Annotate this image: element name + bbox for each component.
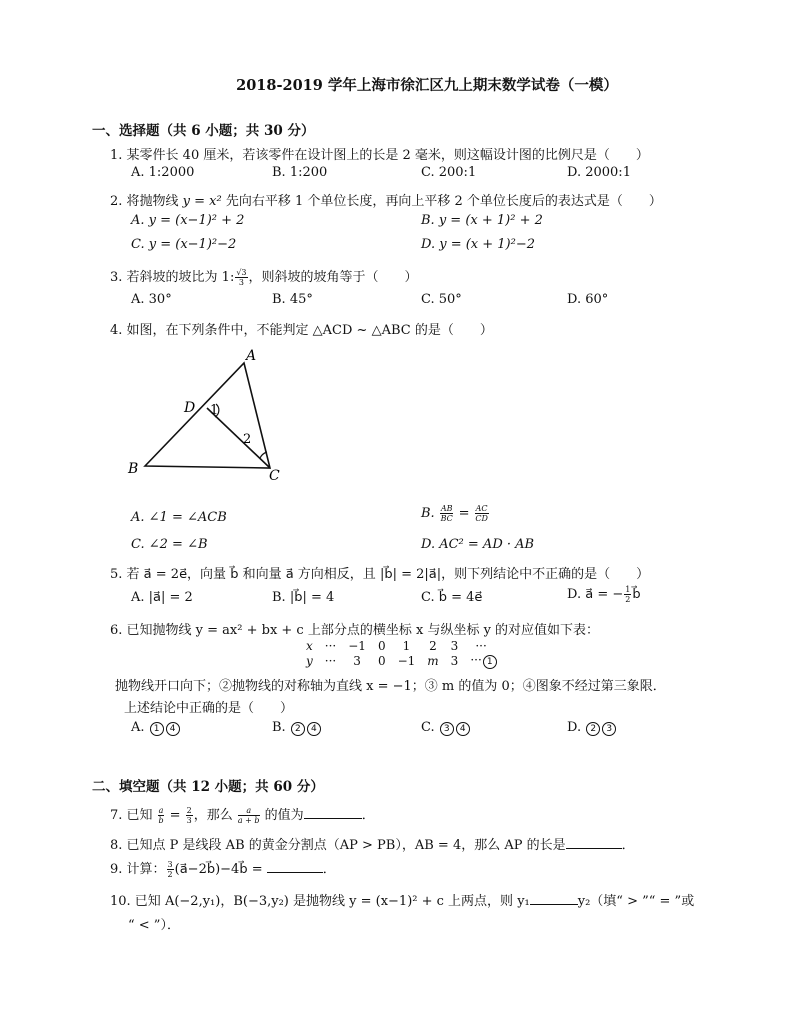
question-7-text — [110, 804, 375, 825]
q5-d-frac-num: 1 — [625, 585, 631, 594]
circled-number: 4 — [456, 722, 470, 736]
q7-suffix: 的值为 — [260, 808, 304, 823]
q6-value-table — [300, 639, 498, 669]
q9-frac-den: 2 — [167, 870, 173, 879]
question-1-text: 1. 某零件长 40 厘米，若该零件在设计图上的长是 2 毫米，则这幅设计图的比例尺是（ ） — [110, 148, 649, 163]
q6-option-a — [131, 720, 181, 736]
table-cell: y — [306, 654, 313, 668]
q4-b-frac2-num: AC — [475, 504, 488, 513]
label-angle-1: 1 — [210, 403, 219, 418]
q9-end: ． — [322, 862, 336, 877]
table-cell: 0 — [377, 639, 386, 653]
q2-option-a: A. y = (x−1)² + 2 — [131, 213, 245, 228]
table-cell: −1 — [397, 654, 416, 668]
table-cell: 1 — [402, 639, 411, 653]
q5-d-suffix: b⃗ — [632, 587, 641, 602]
q10-mid: y₂（填“ > ”“ = ”或 — [577, 894, 695, 909]
q4-b-eq: = — [454, 506, 474, 521]
q7-frac1-num: a — [158, 806, 164, 815]
q8-body: 8. 已知点 P 是线段 AB 的黄金分割点（AP > PB），AB = 4，那么 AP 的长是 — [110, 838, 566, 853]
table-cell — [464, 653, 497, 669]
q3-frac-den: 3 — [238, 278, 244, 287]
q5-option-c: C. b⃗ = 4e⃗ — [421, 590, 483, 605]
page-title: 2018-2019 学年上海市徐汇区九上期末数学试卷（一模） — [236, 77, 618, 94]
table-cell: −1 — [348, 639, 366, 653]
q3-option-b: B. 45° — [272, 292, 313, 307]
q2-option-c: C. y = (x−1)²−2 — [131, 237, 237, 252]
q2-option-d: D. y = (x + 1)²−2 — [421, 237, 536, 252]
table-cell: m — [427, 654, 439, 668]
q8-answer-blank[interactable] — [566, 836, 622, 849]
q7-frac1-den: b — [158, 816, 164, 825]
q7-frac2 — [186, 806, 193, 825]
question-9-text — [110, 858, 336, 879]
q2-prefix: 2. 将抛物线 — [110, 194, 183, 209]
question-10-text — [110, 890, 694, 909]
q6-row-y — [300, 653, 498, 669]
section-heading-fill-in: 二、填空题（共 12 小题；共 60 分） — [92, 779, 324, 795]
q4-option-d: D. AC² = AD · AB — [421, 537, 535, 552]
q3-option-c: C. 50° — [421, 292, 462, 307]
q7-frac2-num: 2 — [186, 806, 192, 815]
q2-suffix: 先向右平移 1 个单位长度，再向上平移 2 个单位长度后的表达式是（ ） — [221, 194, 662, 209]
label-a: A — [246, 348, 257, 364]
q3-suffix: ，则斜坡的坡角等于（ ） — [248, 270, 418, 285]
table-cell: 3 — [450, 639, 459, 653]
q1-option-c: C. 200:1 — [421, 165, 477, 180]
q6-option-d — [567, 720, 617, 736]
q9-answer-blank[interactable] — [267, 860, 323, 873]
circled-number: 1 — [150, 722, 164, 736]
circled-number: 4 — [166, 722, 180, 736]
circled-number: 3 — [440, 722, 454, 736]
angle-2-arc — [260, 452, 267, 458]
table-cell: ··· — [475, 639, 487, 653]
q5-d-frac — [624, 585, 631, 604]
q2-expression: y = x² — [182, 194, 222, 209]
q6-a-prefix: A. — [131, 720, 149, 735]
q4-b-frac2-den: CD — [475, 514, 488, 523]
question-10-line2: “ < ”）． — [128, 918, 180, 933]
table-cell: 3 — [450, 654, 459, 668]
table-cell: ··· — [324, 654, 337, 668]
q7-frac3 — [238, 806, 260, 825]
question-4-text: 4. 如图，在下列条件中，不能判定 △ACD ~ △ABC 的是（ ） — [110, 323, 493, 338]
circled-number: 4 — [307, 722, 321, 736]
q7-frac1 — [158, 806, 165, 825]
q4-b-frac1 — [440, 504, 454, 523]
q5-option-a: A. |a⃗| = 2 — [131, 590, 193, 605]
q7-answer-blank[interactable] — [304, 806, 362, 819]
question-2-text — [110, 190, 662, 209]
q6-d-prefix: D. — [567, 720, 586, 735]
q5-option-d — [567, 585, 641, 604]
q1-option-a: A. 1:2000 — [131, 165, 195, 180]
q4-option-a: A. ∠1 = ∠ACB — [131, 510, 227, 525]
section-heading-choice: 一、选择题（共 6 小题；共 30 分） — [92, 123, 315, 139]
q7-eq: = — [165, 808, 185, 823]
q3-frac-num: √3 — [236, 268, 247, 277]
q3-prefix: 3. 若斜坡的坡比为 1: — [110, 270, 235, 285]
table-cell: 3 — [353, 654, 361, 668]
circled-number: 2 — [291, 722, 305, 736]
question-6-text: 6. 已知抛物线 y = ax² + bx + c 上部分点的横坐标 x 与纵坐标 y 的对应值如下表： — [110, 623, 600, 638]
q7-prefix: 7. 已知 — [110, 808, 157, 823]
table-cell: ··· — [324, 639, 337, 653]
q5-d-frac-den: 2 — [625, 595, 631, 604]
circled-number-1: 1 — [483, 655, 497, 669]
triangle-figure — [120, 340, 300, 490]
q4-b-frac2 — [475, 504, 489, 523]
label-angle-2: 2 — [243, 432, 252, 447]
label-c: C — [269, 468, 280, 484]
triangle-abc — [145, 363, 270, 468]
q3-option-a: A. 30° — [131, 292, 172, 307]
q9-prefix: 9. 计算： — [110, 862, 166, 877]
label-b: B — [128, 461, 139, 477]
q5-d-prefix: D. a⃗ = − — [567, 587, 624, 602]
q9-frac — [167, 860, 174, 879]
q7-frac3-num: a — [238, 806, 260, 816]
q4-b-frac1-den: BC — [440, 514, 453, 523]
q10-body: 10. 已知 A(−2,y₁)，B(−3,y₂) 是抛物线 y = (x−1)² + c 上两点，则 y₁ — [110, 894, 530, 909]
circled-number: 2 — [586, 722, 600, 736]
table-cell: 2 — [429, 639, 437, 653]
q7-frac3-den: a + b — [237, 816, 260, 825]
q4-option-c: C. ∠2 = ∠B — [131, 537, 208, 552]
q1-option-d: D. 2000:1 — [567, 165, 631, 180]
q3-fraction — [235, 268, 247, 287]
q6-option-b — [272, 720, 322, 736]
q6-statements: 抛物线开口向下；②抛物线的对称轴为直线 x = −1；③ m 的值为 0；④图象不经过第三象限． — [115, 679, 666, 694]
question-8-text — [110, 834, 635, 853]
q4-b-prefix: B. — [421, 506, 439, 521]
table-cell: 0 — [377, 654, 386, 668]
q9-frac-num: 3 — [167, 860, 173, 869]
q6-c-prefix: C. — [421, 720, 439, 735]
q10-answer-blank[interactable] — [530, 892, 578, 905]
q3-option-d: D. 60° — [567, 292, 609, 307]
q7-frac2-den: 3 — [186, 816, 192, 825]
q6-b-prefix: B. — [272, 720, 290, 735]
q6-row-x — [300, 639, 498, 653]
q6-option-c — [421, 720, 471, 736]
table-cell: x — [306, 639, 313, 653]
q2-option-b: B. y = (x + 1)² + 2 — [421, 213, 543, 228]
table-ellipsis: ··· — [470, 653, 482, 667]
q8-end: ． — [621, 838, 635, 853]
q1-option-b: B. 1:200 — [272, 165, 328, 180]
question-5-text: 5. 若 a⃗ = 2e⃗，向量 b⃗ 和向量 a⃗ 方向相反，且 |b⃗| = 2|a⃗|，则下列结论中不正确的是（ ） — [110, 567, 650, 582]
q6-question-line: 上述结论中正确的是（ ） — [124, 701, 294, 716]
question-3-text — [110, 266, 418, 287]
q7-mid: ，那么 — [193, 808, 237, 823]
q5-option-b: B. |b⃗| = 4 — [272, 590, 335, 605]
label-d: D — [184, 400, 196, 416]
circled-number: 3 — [602, 722, 616, 736]
q7-end: ． — [361, 808, 375, 823]
q4-option-b — [421, 504, 490, 523]
q9-suffix: (a⃗−2b⃗)−4b⃗ = — [174, 862, 267, 877]
q4-b-frac1-num: AB — [440, 504, 453, 513]
